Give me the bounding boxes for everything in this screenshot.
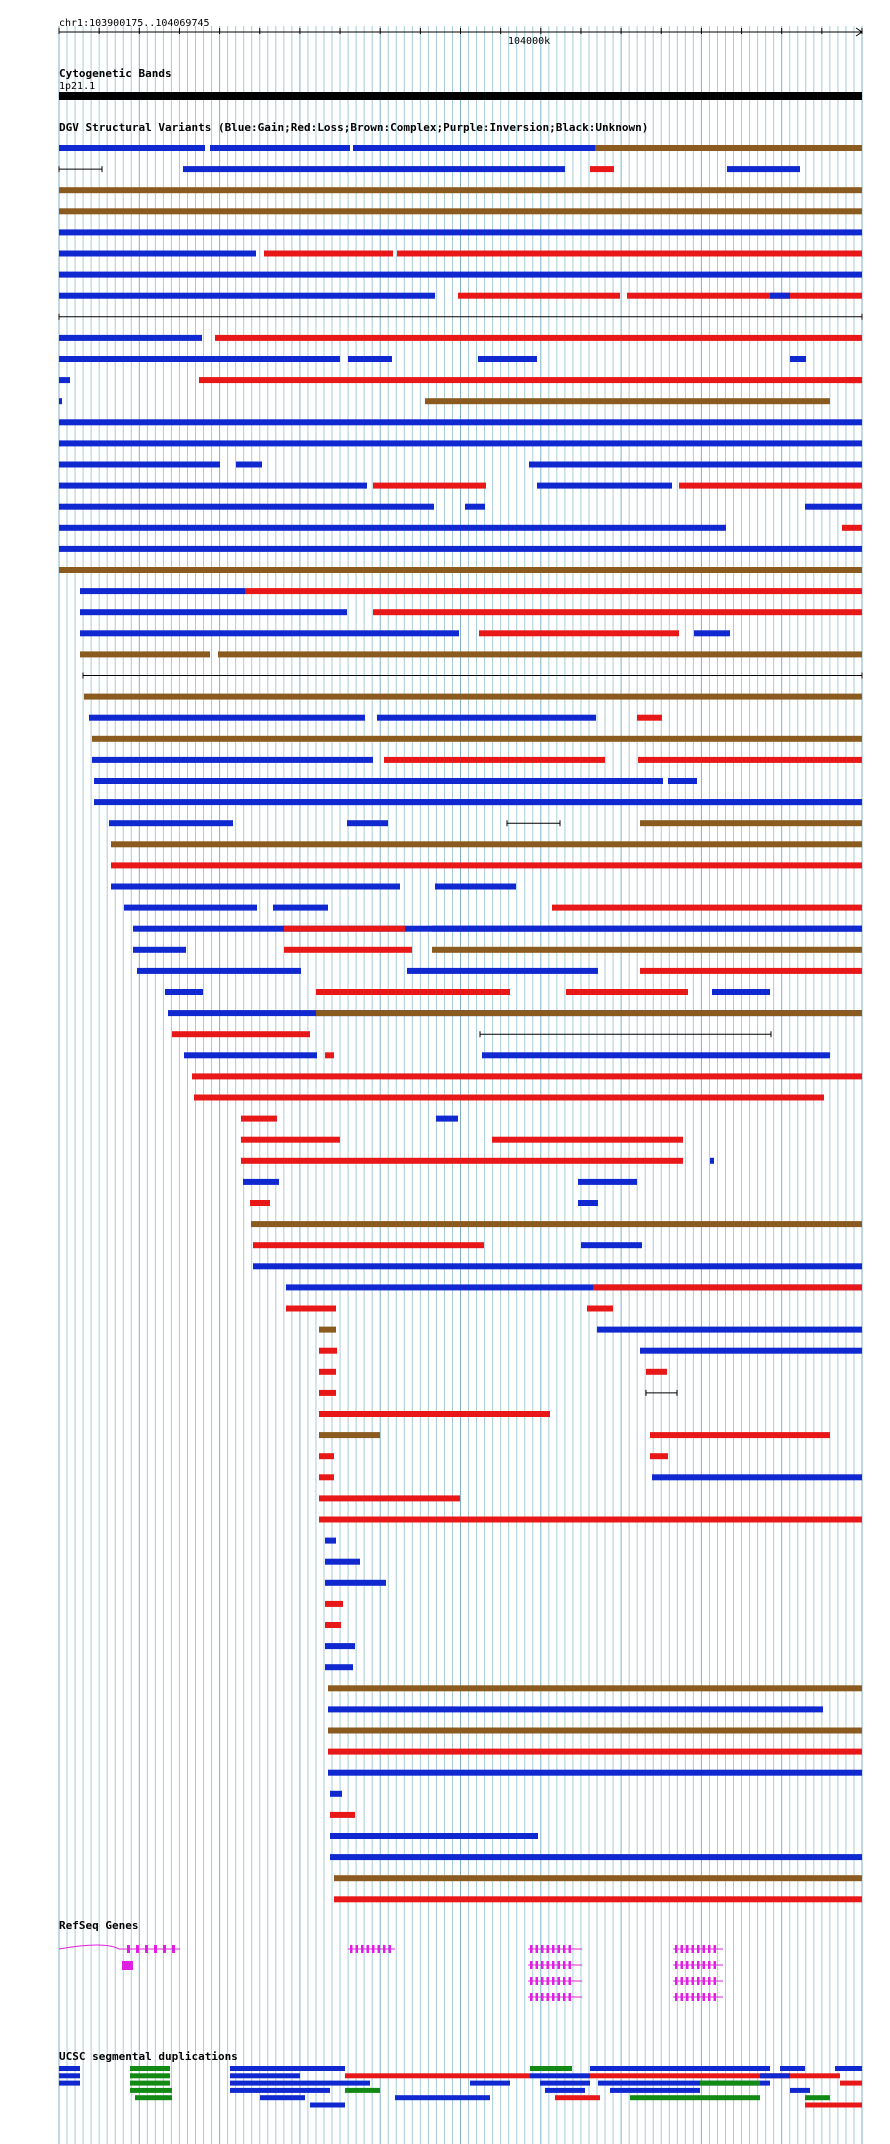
dgv-feature-bar[interactable]	[652, 1474, 862, 1480]
dgv-feature-bar[interactable]	[578, 1179, 637, 1185]
dgv-feature-bar[interactable]	[373, 609, 862, 615]
dgv-feature-bar[interactable]	[479, 630, 679, 636]
dgv-feature-bar[interactable]	[253, 1263, 862, 1269]
dgv-feature-bar[interactable]	[192, 1073, 862, 1079]
refseq-exon	[675, 1961, 678, 1969]
refseq-exon	[547, 1945, 550, 1953]
refseq-exon	[350, 1945, 353, 1953]
dgv-feature-bar[interactable]	[478, 356, 537, 362]
refseq-exon	[127, 1945, 130, 1953]
segdup-bar[interactable]	[130, 2088, 172, 2093]
dgv-feature-bar[interactable]	[59, 293, 435, 299]
dgv-feature-bar[interactable]	[552, 905, 862, 911]
dgv-feature-bar[interactable]	[59, 251, 256, 257]
refseq-exon	[541, 1993, 544, 2001]
dgv-feature-bar[interactable]	[59, 335, 202, 341]
dgv-feature-bar[interactable]	[319, 1390, 336, 1396]
refseq-exon	[536, 1945, 539, 1953]
refseq-exon	[692, 1945, 695, 1953]
dgv-feature-bar[interactable]	[286, 1306, 336, 1312]
dgv-feature-bar[interactable]	[59, 419, 862, 425]
refseq-exon	[367, 1945, 370, 1953]
dgv-feature-bar[interactable]	[165, 989, 203, 995]
refseq-exon	[530, 1945, 533, 1953]
refseq-exon	[569, 1945, 572, 1953]
dgv-feature-bar[interactable]	[694, 630, 730, 636]
dgv-feature-bar[interactable]	[316, 989, 510, 995]
refseq-exon	[686, 1945, 689, 1953]
refseq-exon	[163, 1945, 166, 1953]
dgv-feature-bar[interactable]	[80, 609, 347, 615]
refseq-exon	[563, 1961, 566, 1969]
dgv-feature-bar[interactable]	[243, 1179, 279, 1185]
dgv-feature-bar[interactable]	[89, 715, 365, 721]
dgv-feature-bar[interactable]	[183, 166, 348, 172]
segdup-bar[interactable]	[59, 2073, 80, 2078]
refseq-exon	[714, 1977, 717, 1985]
dgv-feature-bar[interactable]	[59, 440, 862, 446]
dgv-feature-bar[interactable]	[325, 1559, 360, 1565]
dgv-feature-bar[interactable]	[668, 778, 697, 784]
dgv-feature-bar[interactable]	[241, 1137, 340, 1143]
dgv-feature-bar[interactable]	[334, 1896, 862, 1902]
dgv-feature-bar[interactable]	[59, 229, 862, 235]
refseq-exon	[558, 1945, 561, 1953]
segdup-bar[interactable]	[230, 2066, 345, 2071]
refseq-exon	[569, 1961, 572, 1969]
dgv-feature-bar[interactable]	[334, 1875, 862, 1881]
dgv-feature-bar[interactable]	[319, 1453, 334, 1459]
dgv-feature-bar[interactable]	[712, 989, 770, 995]
refseq-exon	[552, 1961, 555, 1969]
segdup-track-title: UCSC segmental duplications	[59, 2050, 238, 2063]
segdup-bar[interactable]	[130, 2073, 170, 2078]
dgv-feature-bar[interactable]	[194, 1095, 824, 1101]
refseq-exon	[697, 1993, 700, 2001]
dgv-feature-bar[interactable]	[284, 947, 412, 953]
dgv-feature-bar[interactable]	[241, 1116, 277, 1122]
dgv-feature-bar[interactable]	[373, 483, 486, 489]
dgv-feature-bar[interactable]	[325, 1664, 353, 1670]
dgv-feature-bar[interactable]	[59, 546, 862, 552]
segdup-bar[interactable]	[135, 2095, 172, 2100]
dgv-feature-bar[interactable]	[435, 884, 516, 890]
dgv-feature-bar[interactable]	[458, 293, 620, 299]
dgv-feature-bar[interactable]	[319, 1432, 380, 1438]
segdup-bar[interactable]	[555, 2095, 600, 2100]
segdup-track[interactable]	[59, 2050, 862, 2108]
dgv-feature-bar[interactable]	[273, 905, 328, 911]
dgv-feature-bar[interactable]	[325, 1622, 341, 1628]
refseq-track-title: RefSeq Genes	[59, 1919, 139, 1932]
refseq-exon	[530, 1961, 533, 1969]
dgv-feature-bar[interactable]	[432, 926, 862, 932]
dgv-track[interactable]	[59, 121, 862, 1902]
segdup-bar[interactable]	[780, 2066, 805, 2071]
dgv-feature-bar[interactable]	[184, 1052, 317, 1058]
refseq-exon	[372, 1945, 375, 1953]
refseq-exon	[692, 1977, 695, 1985]
segdup-bar[interactable]	[470, 2081, 510, 2086]
dgv-feature-bar[interactable]	[348, 356, 392, 362]
refseq-exon	[154, 1945, 157, 1953]
dgv-feature-bar[interactable]	[593, 1284, 862, 1290]
dgv-feature-bar[interactable]	[638, 757, 862, 763]
dgv-feature-bar[interactable]	[325, 1538, 336, 1544]
refseq-exon	[530, 1993, 533, 2001]
dgv-feature-bar[interactable]	[284, 926, 405, 932]
dgv-feature-bar[interactable]	[425, 398, 830, 404]
refseq-exon	[536, 1993, 539, 2001]
refseq-exon	[558, 1993, 561, 2001]
refseq-exon	[145, 1945, 148, 1953]
dgv-feature-bar[interactable]	[727, 166, 800, 172]
dgv-feature-bar[interactable]	[319, 1411, 550, 1417]
segdup-bar[interactable]	[345, 2073, 530, 2078]
dgv-feature-bar[interactable]	[240, 799, 862, 805]
refseq-exon	[530, 1977, 533, 1985]
refseq-exon	[378, 1945, 381, 1953]
dgv-feature-bar[interactable]	[111, 841, 862, 847]
dgv-feature-bar[interactable]	[328, 1749, 862, 1755]
dgv-feature-bar[interactable]	[199, 377, 862, 383]
dgv-feature-bar[interactable]	[325, 1601, 343, 1607]
dgv-feature-bar[interactable]	[650, 1453, 668, 1459]
cytoband-track-title: Cytogenetic Bands	[59, 67, 172, 80]
dgv-feature-bar[interactable]	[241, 1158, 683, 1164]
dgv-feature-bar[interactable]	[590, 166, 614, 172]
segdup-bar[interactable]	[610, 2088, 700, 2093]
refseq-exon	[389, 1945, 392, 1953]
refseq-exon	[547, 1993, 550, 2001]
dgv-feature-bar[interactable]	[80, 588, 245, 594]
dgv-feature-bar[interactable]	[328, 1770, 862, 1776]
dgv-feature-bar[interactable]	[377, 715, 596, 721]
dgv-feature-bar[interactable]	[319, 1327, 336, 1333]
dgv-feature-bar[interactable]	[319, 1369, 336, 1375]
dgv-feature-bar[interactable]	[805, 504, 862, 510]
refseq-exon	[708, 1977, 711, 1985]
dgv-feature-bar[interactable]	[172, 1031, 310, 1037]
refseq-exon	[714, 1961, 717, 1969]
segdup-bar[interactable]	[230, 2073, 300, 2078]
segdup-bar[interactable]	[840, 2081, 862, 2086]
refseq-exon	[563, 1993, 566, 2001]
dgv-feature-bar[interactable]	[111, 884, 400, 890]
dgv-feature-bar[interactable]	[397, 251, 862, 257]
refseq-exon	[563, 1945, 566, 1953]
ruler-label: chr1:103900175..104069745	[59, 18, 210, 29]
dgv-feature-bar[interactable]	[465, 504, 485, 510]
dgv-feature-bar[interactable]	[316, 1010, 862, 1016]
refseq-exon	[697, 1977, 700, 1985]
dgv-feature-bar[interactable]	[59, 525, 726, 531]
refseq-exon	[552, 1977, 555, 1985]
segdup-bar[interactable]	[260, 2095, 305, 2100]
dgv-feature-bar[interactable]	[597, 1327, 862, 1333]
dgv-feature-bar[interactable]	[587, 1306, 613, 1312]
dgv-feature-bar[interactable]	[640, 968, 862, 974]
segdup-bar[interactable]	[790, 2088, 810, 2093]
refseq-exon	[541, 1961, 544, 1969]
refseq-exon	[697, 1945, 700, 1953]
dgv-feature-bar[interactable]	[790, 356, 806, 362]
segdup-bar[interactable]	[230, 2081, 370, 2086]
refseq-exon	[708, 1961, 711, 1969]
dgv-feature-bar[interactable]	[245, 588, 862, 594]
dgv-feature-bar[interactable]	[578, 1200, 598, 1206]
refseq-exon	[714, 1945, 717, 1953]
refseq-exon	[681, 1945, 684, 1953]
segdup-bar[interactable]	[805, 2103, 862, 2108]
refseq-exon	[708, 1945, 711, 1953]
dgv-feature-bar[interactable]	[646, 1369, 667, 1375]
dgv-feature-bar[interactable]	[92, 736, 862, 742]
dgv-feature-bar[interactable]	[492, 1137, 683, 1143]
refseq-exon	[569, 1977, 572, 1985]
dgv-feature-bar[interactable]	[210, 145, 350, 151]
refseq-exon	[681, 1961, 684, 1969]
segdup-bar[interactable]	[540, 2081, 590, 2086]
dgv-feature-bar[interactable]	[215, 335, 862, 341]
segdup-bar[interactable]	[700, 2081, 760, 2086]
segdup-bar[interactable]	[590, 2066, 770, 2071]
dgv-feature-bar[interactable]	[319, 1495, 460, 1501]
segdup-bar[interactable]	[590, 2073, 840, 2078]
dgv-feature-bar[interactable]	[627, 293, 862, 299]
segdup-bar[interactable]	[230, 2088, 330, 2093]
refseq-exon	[172, 1945, 175, 1953]
cytoband-track[interactable]	[59, 67, 862, 100]
dgv-feature-bar[interactable]	[111, 862, 862, 868]
dgv-feature-bar[interactable]	[137, 968, 301, 974]
refseq-exon	[703, 1961, 706, 1969]
ruler-tick-label: 104000k	[508, 36, 551, 47]
dgv-feature-bar[interactable]	[330, 1833, 538, 1839]
refseq-exon	[541, 1977, 544, 1985]
refseq-exon	[552, 1945, 555, 1953]
dgv-feature-bar[interactable]	[94, 778, 663, 784]
dgv-feature-bar[interactable]	[842, 525, 862, 531]
refseq-exon	[686, 1993, 689, 2001]
cytoband-bar[interactable]	[59, 92, 862, 100]
dgv-feature-bar[interactable]	[59, 462, 220, 468]
dgv-feature-bar[interactable]	[566, 989, 688, 995]
dgv-feature-bar[interactable]	[640, 1348, 862, 1354]
dgv-feature-bar[interactable]	[109, 820, 233, 826]
refseq-gene-block[interactable]	[122, 1961, 133, 1970]
dgv-feature-bar[interactable]	[328, 1728, 862, 1734]
dgv-feature-bar[interactable]	[330, 1812, 355, 1818]
refseq-exon	[552, 1993, 555, 2001]
refseq-exon	[686, 1977, 689, 1985]
dgv-feature-bar[interactable]	[59, 187, 862, 193]
segdup-bar[interactable]	[530, 2066, 572, 2071]
refseq-exon	[675, 1977, 678, 1985]
dgv-feature-bar[interactable]	[236, 462, 262, 468]
refseq-exon	[692, 1993, 695, 2001]
refseq-exon	[708, 1993, 711, 2001]
refseq-exon	[675, 1993, 678, 2001]
dgv-feature-bar[interactable]	[347, 820, 388, 826]
segdup-bar[interactable]	[130, 2066, 170, 2071]
dgv-feature-bar[interactable]	[80, 630, 459, 636]
segdup-bar[interactable]	[545, 2088, 585, 2093]
dgv-feature-bar[interactable]	[346, 166, 565, 172]
dgv-feature-bar[interactable]	[251, 1221, 862, 1227]
segdup-bar[interactable]	[395, 2095, 490, 2100]
segdup-bar[interactable]	[59, 2066, 80, 2071]
segdup-bar[interactable]	[760, 2073, 790, 2078]
refseq-exon	[681, 1993, 684, 2001]
refseq-exon	[563, 1977, 566, 1985]
refseq-exon	[675, 1945, 678, 1953]
refseq-exon	[558, 1977, 561, 1985]
dgv-feature-bar[interactable]	[537, 483, 672, 489]
dgv-feature-bar[interactable]	[581, 1242, 642, 1248]
dgv-feature-bar[interactable]	[59, 377, 70, 383]
segdup-bar[interactable]	[130, 2081, 170, 2086]
segdup-bar[interactable]	[59, 2081, 80, 2086]
dgv-feature-bar[interactable]	[795, 462, 862, 468]
dgv-feature-bar[interactable]	[253, 1242, 484, 1248]
refseq-gene-intron[interactable]	[59, 1945, 119, 1949]
segdup-bar[interactable]	[530, 2073, 590, 2078]
dgv-feature-bar[interactable]	[328, 1706, 823, 1712]
ruler[interactable]	[59, 18, 862, 47]
dgv-feature-bar[interactable]	[384, 757, 605, 763]
dgv-feature-bar[interactable]	[124, 905, 257, 911]
refseq-exon	[383, 1945, 386, 1953]
refseq-exon	[569, 1993, 572, 2001]
dgv-feature-bar[interactable]	[637, 715, 662, 721]
dgv-feature-bar[interactable]	[218, 651, 862, 657]
dgv-feature-bar[interactable]	[80, 651, 210, 657]
dgv-feature-bar[interactable]	[59, 272, 862, 278]
refseq-exon	[703, 1977, 706, 1985]
segdup-bar[interactable]	[805, 2095, 830, 2100]
dgv-feature-bar[interactable]	[325, 1052, 334, 1058]
dgv-feature-bar[interactable]	[710, 1158, 714, 1164]
segdup-bar[interactable]	[835, 2066, 862, 2071]
dgv-feature-bar[interactable]	[482, 1052, 830, 1058]
dgv-feature-bar[interactable]	[330, 1854, 862, 1860]
dgv-feature-bar[interactable]	[436, 1116, 458, 1122]
dgv-feature-bar[interactable]	[770, 293, 790, 299]
dgv-feature-bar[interactable]	[325, 1580, 386, 1586]
dgv-feature-bar[interactable]	[432, 947, 862, 953]
refseq-exon	[541, 1945, 544, 1953]
dgv-feature-bar[interactable]	[133, 947, 186, 953]
dgv-feature-bar[interactable]	[59, 398, 62, 404]
dgv-track-title: DGV Structural Variants (Blue:Gain;Red:Loss;Brown:Complex;Purple:Inversion;Black:Unknown)	[59, 121, 649, 134]
dgv-feature-bar[interactable]	[319, 1517, 862, 1523]
refseq-exon	[536, 1961, 539, 1969]
segdup-bar[interactable]	[345, 2088, 380, 2093]
dgv-feature-bar[interactable]	[59, 208, 862, 214]
dgv-feature-bar[interactable]	[59, 145, 205, 151]
dgv-feature-bar[interactable]	[59, 356, 340, 362]
dgv-feature-bar[interactable]	[319, 1348, 337, 1354]
dgv-feature-bar[interactable]	[640, 820, 862, 826]
dgv-feature-bar[interactable]	[330, 1791, 342, 1797]
refseq-exon	[714, 1993, 717, 2001]
refseq-exon	[686, 1961, 689, 1969]
segdup-bar[interactable]	[310, 2103, 345, 2108]
refseq-exon	[697, 1961, 700, 1969]
refseq-exon	[692, 1961, 695, 1969]
cytoband-name: 1p21.1	[59, 81, 96, 92]
dgv-feature-bar[interactable]	[846, 377, 862, 383]
dgv-feature-bar[interactable]	[328, 1685, 862, 1691]
refseq-exon	[703, 1945, 706, 1953]
dgv-feature-bar[interactable]	[319, 1474, 334, 1480]
refseq-exon	[356, 1945, 359, 1953]
refseq-exon	[547, 1977, 550, 1985]
refseq-exon	[547, 1961, 550, 1969]
dgv-feature-bar[interactable]	[92, 757, 373, 763]
dgv-feature-bar[interactable]	[59, 483, 367, 489]
refseq-track[interactable]	[59, 1919, 723, 2001]
refseq-exon	[681, 1977, 684, 1985]
dgv-feature-bar[interactable]	[679, 483, 862, 489]
dgv-feature-bar[interactable]	[353, 145, 595, 151]
refseq-exon	[361, 1945, 364, 1953]
refseq-exon	[536, 1977, 539, 1985]
dgv-feature-bar[interactable]	[250, 1200, 270, 1206]
dgv-feature-bar[interactable]	[407, 968, 598, 974]
segdup-bar[interactable]	[630, 2095, 760, 2100]
dgv-feature-bar[interactable]	[650, 1432, 830, 1438]
dgv-feature-bar[interactable]	[59, 567, 862, 573]
refseq-exon	[703, 1993, 706, 2001]
refseq-exon	[558, 1961, 561, 1969]
dgv-feature-bar[interactable]	[325, 1643, 355, 1649]
refseq-exon	[136, 1945, 139, 1953]
dgv-feature-bar[interactable]	[264, 251, 393, 257]
dgv-feature-bar[interactable]	[84, 694, 862, 700]
dgv-feature-bar[interactable]	[595, 145, 862, 151]
dgv-feature-bar[interactable]	[59, 504, 434, 510]
